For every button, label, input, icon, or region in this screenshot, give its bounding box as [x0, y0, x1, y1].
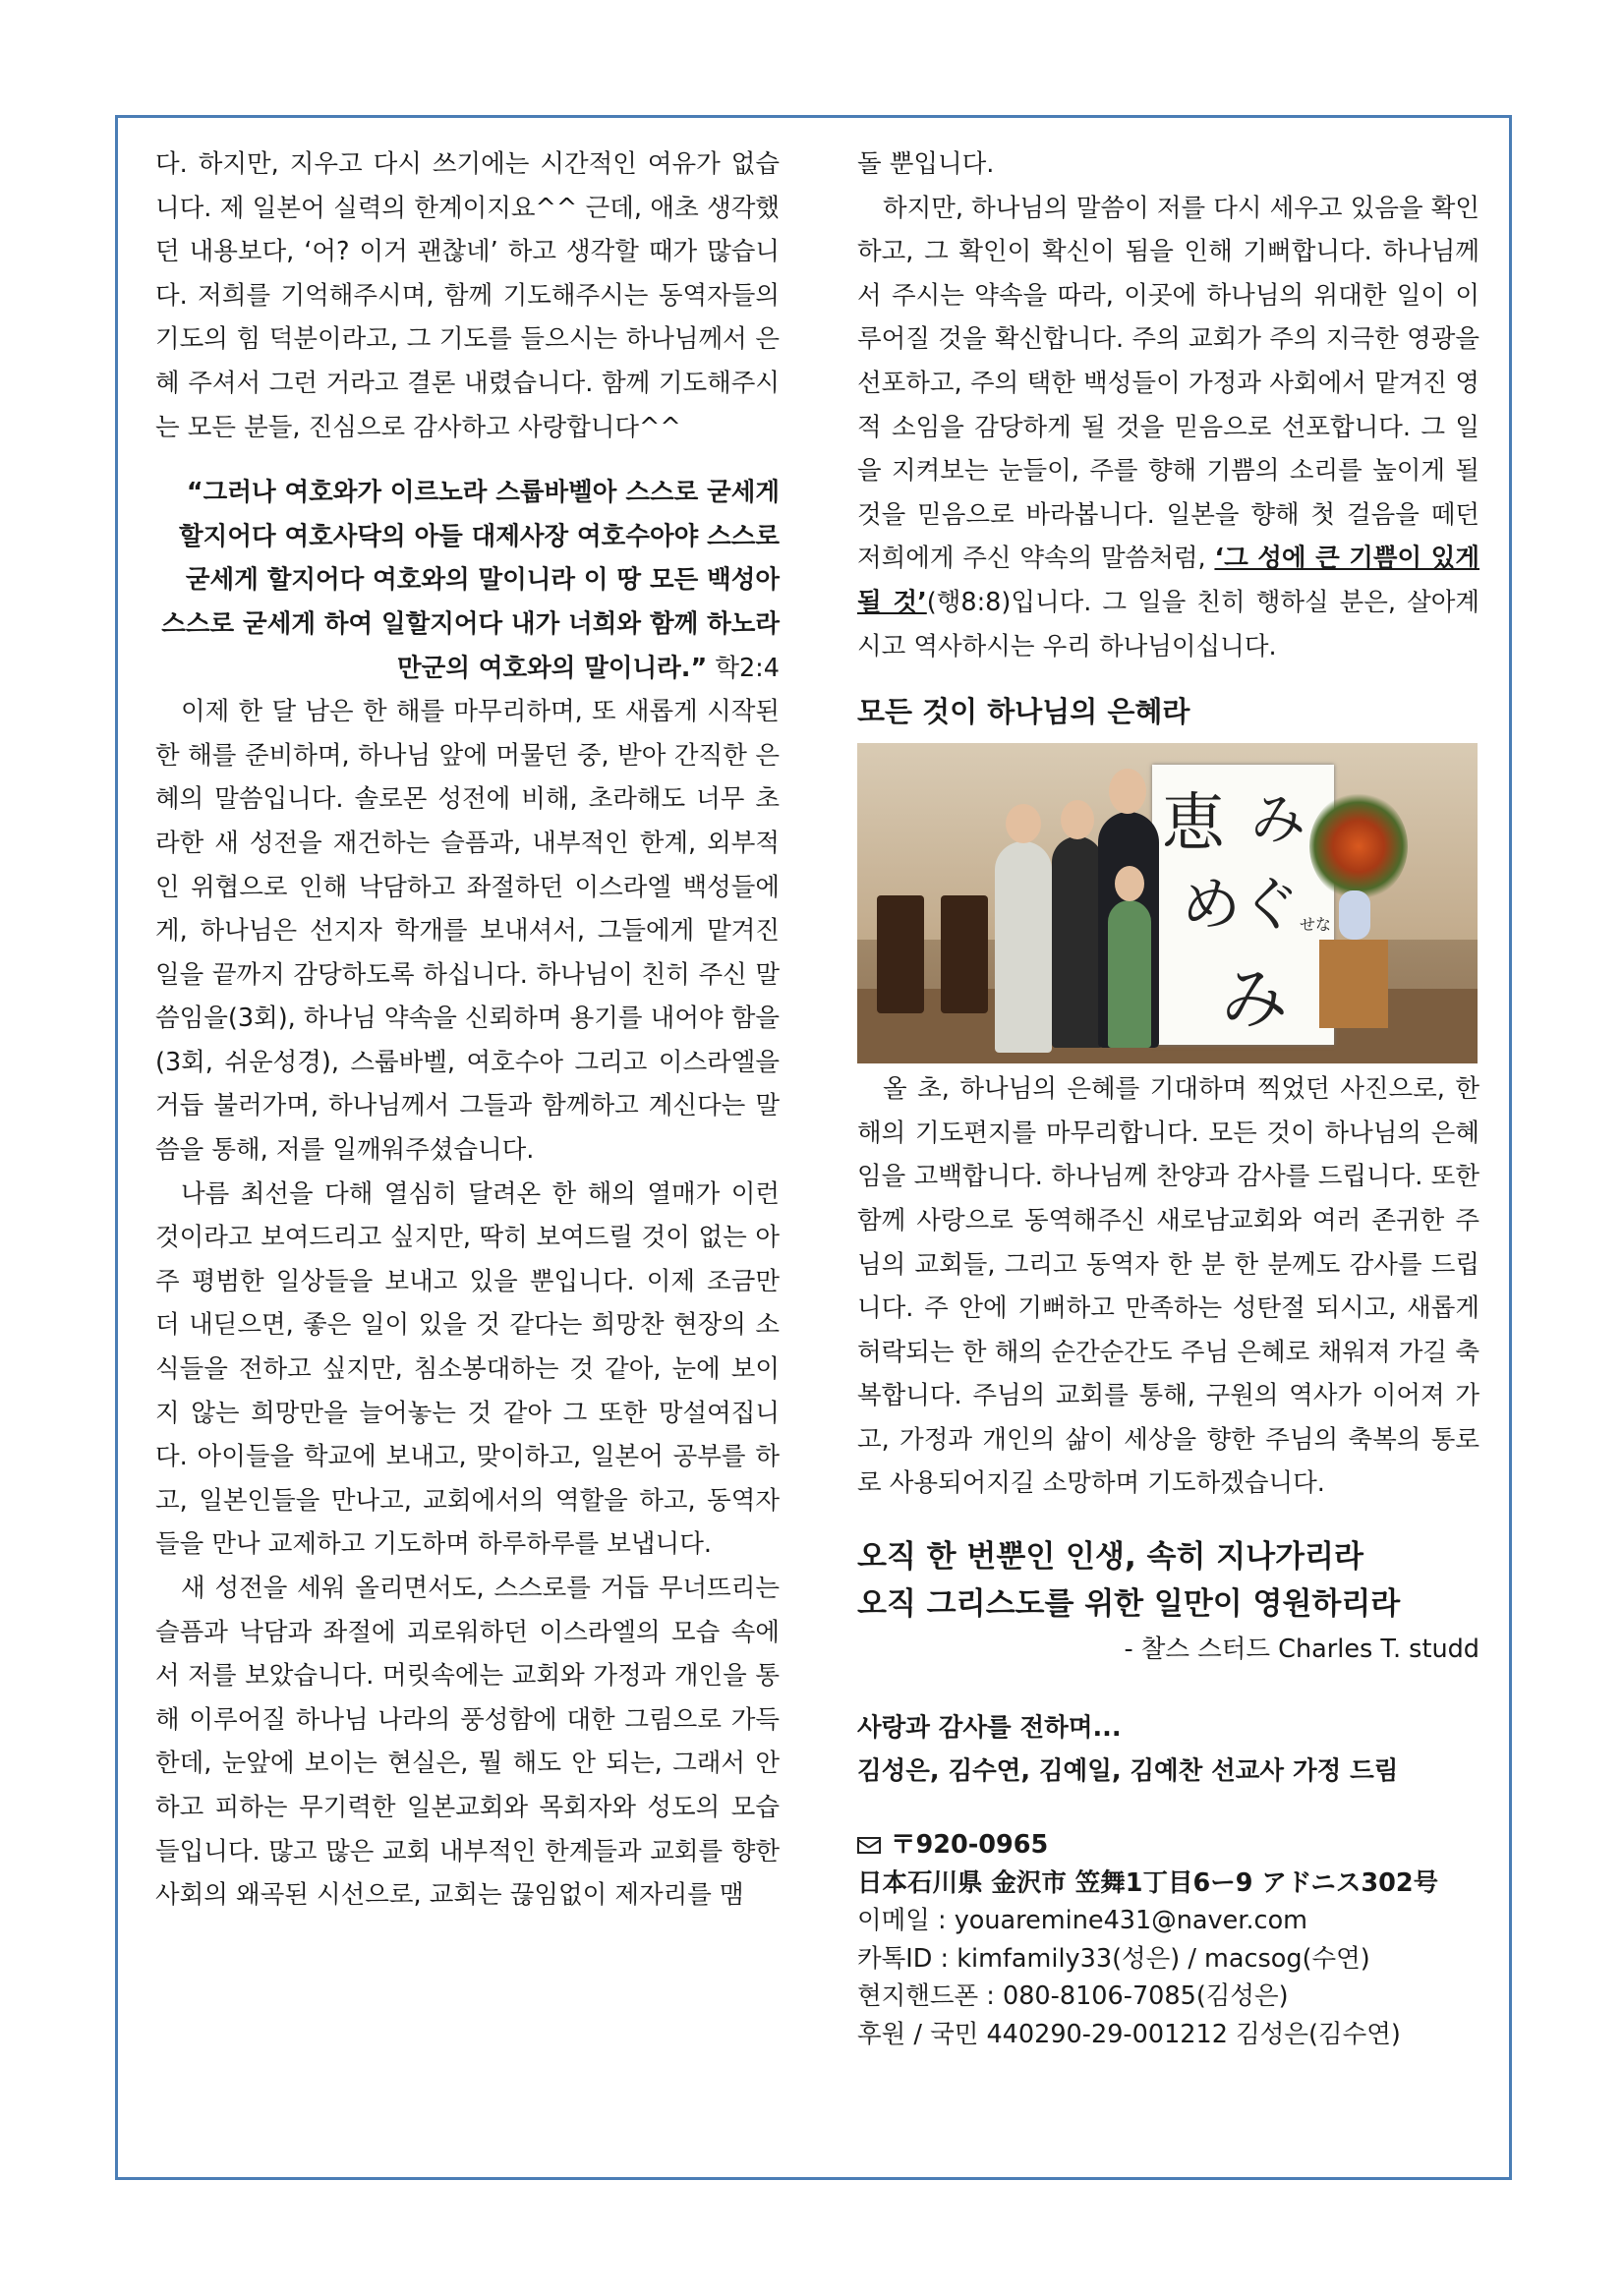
email: 이메일 : youaremine431@naver.com [857, 1906, 1308, 1936]
right-column [857, 143, 1479, 2053]
quote-reference: 학2:4 [707, 653, 780, 683]
side-table [1319, 940, 1388, 1028]
calligraphy-scroll [1152, 765, 1334, 1045]
postal-code [857, 1826, 1479, 1865]
signoff-names: 김성은, 김수연, 김예일, 김예찬 선교사 가정 드림 [857, 1756, 1399, 1787]
person [1052, 836, 1103, 1048]
signoff-line: 사랑과 감사를 전하며... [857, 1713, 1122, 1744]
paragraph-text: 하지만, 하나님의 말씀이 저를 다시 세우고 있음을 확인하고, 그 확인이 확신이 됨을 인해 기뻐합니다. 하나님께서 주시는 약속을 따라, 이곳에 하나님의 위대한 일이 이루어질 것을 확신합니다. 주의 교회가 주의 지극한 영광을 선포하고, 주의 택한 백성들이 가정과 사회에서 맡겨진 영적 소임을 감당하게 될 것을 믿음으로 선포합니다. 그 일을 지켜보는 눈들이, 주를 향해 기쁨의 소리를 높이게 될 것을 믿음으로 바라봅니다. 일본을 향해 첫 걸음을 떼던 저희에게 주신 약속의 말씀처럼, [857, 193, 1479, 574]
paragraph: 돌 뿐입니다. [857, 149, 995, 179]
photo-chair [877, 895, 924, 1013]
person-head [1115, 866, 1144, 901]
person-head [1109, 769, 1146, 814]
family-photo [857, 743, 1478, 1063]
photo-caption: 올 초, 하나님의 은혜를 기대하며 찍었던 사진으로, 한 해의 기도편지를 마무리합니다. 모든 것이 하나님의 은혜임을 고백합니다. 하나님께 찬양과 감사를 드립니다. 또한 함께 사랑으로 동역해주신 새로남교회와 여러 존귀한 주님의 교회들, 그리고 동역자 한 분 한 분께도 감사를 드립니다. 주 안에 기뻐하고 만족하는 성탄절 되시고, 새롭게 허락되는 한 해의 순간순간도 주님 은혜로 채워져 가길 축복합니다. 주님의 교회를 통해, 구원의 역사가 이어져 가고, 가정과 개인의 삶이 세상을 향한 주님의 축복의 통로로 사용되어지길 소망하며 기도하겠습니다. [857, 1074, 1480, 1499]
bank-account: 후원 / 국민 440290-29-001212 김성은(김수연) [857, 2019, 1401, 2049]
flower-arrangement [1309, 792, 1408, 900]
motto-line: 오직 그리스도를 위한 일만이 영원하리라 [857, 1586, 1401, 1623]
paragraph-text: (행8:8)입니다. 그 일을 친히 행하실 분은, 살아계시고 역사하시는 우리 하나님이십니다. [857, 587, 1479, 661]
quote-text: “그러나 여호와가 이르노라 스룹바벨아 스스로 굳세게 할지어다 여호사닥의 아들 대제사장 여호수아야 스스로 굳세게 할지어다 여호와의 말이니라 이 땅 모든 백성아 스스로 굳세게 하여 일할지어다 내가 너희와 함께 하노라 만군의 여호와의 말이니라.” [161, 478, 780, 683]
person-head [1061, 800, 1094, 839]
left-column [155, 143, 780, 1918]
calligraphy-glyph: み [1250, 788, 1305, 853]
vase [1339, 890, 1370, 940]
motto [857, 1533, 1479, 1628]
contact-block [857, 1826, 1479, 2053]
calligraphy-glyph: み [1221, 961, 1289, 1040]
photo-chair [941, 895, 988, 1013]
calligraphy-glyph: 恵 [1162, 787, 1225, 861]
person [1108, 900, 1151, 1048]
paragraph [857, 187, 1479, 669]
paragraph: 다. 하지만, 지우고 다시 쓰기에는 시간적인 여유가 없습니다. 제 일본어 실력의 한계이지요^^ 근데, 애초 생각했던 내용보다, ‘어? 이거 괜찮네’ 하고 생각할 때가 많습니다. 저희를 기억해주시며, 함께 기도해주시는 동역자들의 기도의 힘 덕분이라고, 그 기도를 들으시는 하나님께서 은혜 주셔서 그런 거라고 결론 내렸습니다. 함께 기도해주시는 모든 분들, 진심으로 감사하고 사랑합니다^^ [155, 149, 780, 442]
motto-line: 오직 한 번뿐인 인생, 속히 지나가리라 [857, 1539, 1363, 1576]
signoff [857, 1706, 1479, 1793]
person-head [1006, 804, 1041, 843]
address: 日本石川県 金沢市 笠舞1丁目6ー9 アドニス302号 [857, 1867, 1439, 1898]
motto-author: - 찰스 스터드 Charles T. studd [1124, 1635, 1479, 1665]
paragraph: 나름 최선을 다해 열심히 달려온 한 해의 열매가 이런 것이라고 보여드리고 싶지만, 딱히 보여드릴 것이 없는 아주 평범한 일상들을 보내고 있을 뿐입니다. 이제 조금만 더 내딛으면, 좋은 일이 있을 것 같다는 희망찬 현장의 소식들을 전하고 싶지만, 침소봉대하는 것 같아, 눈에 보이지 않는 희망만을 늘어놓는 것 같아 그 또한 망설여집니다. 아이들을 학교에 보내고, 맞이하고, 일본어 공부를 하고, 일본인들을 만나고, 교회에서의 역할을 하고, 동역자들을 만나 교제하고 기도하며 하루하루를 보냅니다. [155, 1178, 781, 1560]
emphasized-verse: ‘그 성에 큰 기쁨이 있게 될 것’ [857, 544, 1479, 617]
calligraphy-glyph: めぐ [1182, 871, 1300, 941]
paragraph: 이제 한 달 남은 한 해를 마무리하며, 또 새롭게 시작된 한 해를 준비하며, 하나님 앞에 머물던 중, 받아 간직한 은혜의 말씀입니다. 솔로몬 성전에 비해, 초라해도 너무 초라한 새 성전을 재건하는 슬픔과, 내부적인 한계, 외부적인 위협으로 인해 낙담하고 좌절하던 이스라엘 백성들에게, 하나님은 선지자 학개를 보내셔서, 그들에게 맡겨진 일을 끝까지 감당하도록 하십니다. 하나님이 친히 주신 말씀임을(3회), 하나님 약속을 신뢰하며 용기를 내어야 함을(3회, 쉬운성경), 스룹바벨, 여호수아 그리고 이스라엘을 거듭 불러가며, 하나님께서 그들과 함께하고 계신다는 말씀을 통해, 저를 일깨워주셨습니다. [155, 697, 780, 1166]
scripture-quote [155, 471, 780, 690]
mail-icon [857, 1837, 881, 1854]
calligraphy-signature: せな [1300, 915, 1332, 935]
postal-code-text: 〒920-0965 [891, 1830, 1049, 1861]
phone: 현지핸드폰 : 080-8106-7085(김성은) [857, 1981, 1289, 2012]
section-title: 모든 것이 하나님의 은혜라 [857, 695, 1190, 729]
kakao-id: 카톡ID : kimfamily33(성은) / macsog(수연) [857, 1943, 1370, 1974]
person [995, 841, 1052, 1053]
paragraph: 새 성전을 세워 올리면서도, 스스로를 거듭 무너뜨리는 슬픔과 낙담과 좌절에 괴로워하던 이스라엘의 모습 속에서 저를 보았습니다. 머릿속에는 교회와 가정과 개인을 통해 이루어질 하나님 나라의 풍성함에 대한 그림으로 가득한데, 눈앞에 보이는 현실은, 뭘 해도 안 되는, 그래서 안하고 피하는 무기력한 일본교회와 목회자와 성도의 모습들입니다. 많고 많은 교회 내부적인 한계들과 교회를 향한 사회의 왜곡된 시선으로, 교회는 끊임없이 제자리를 맴 [155, 1574, 780, 1911]
